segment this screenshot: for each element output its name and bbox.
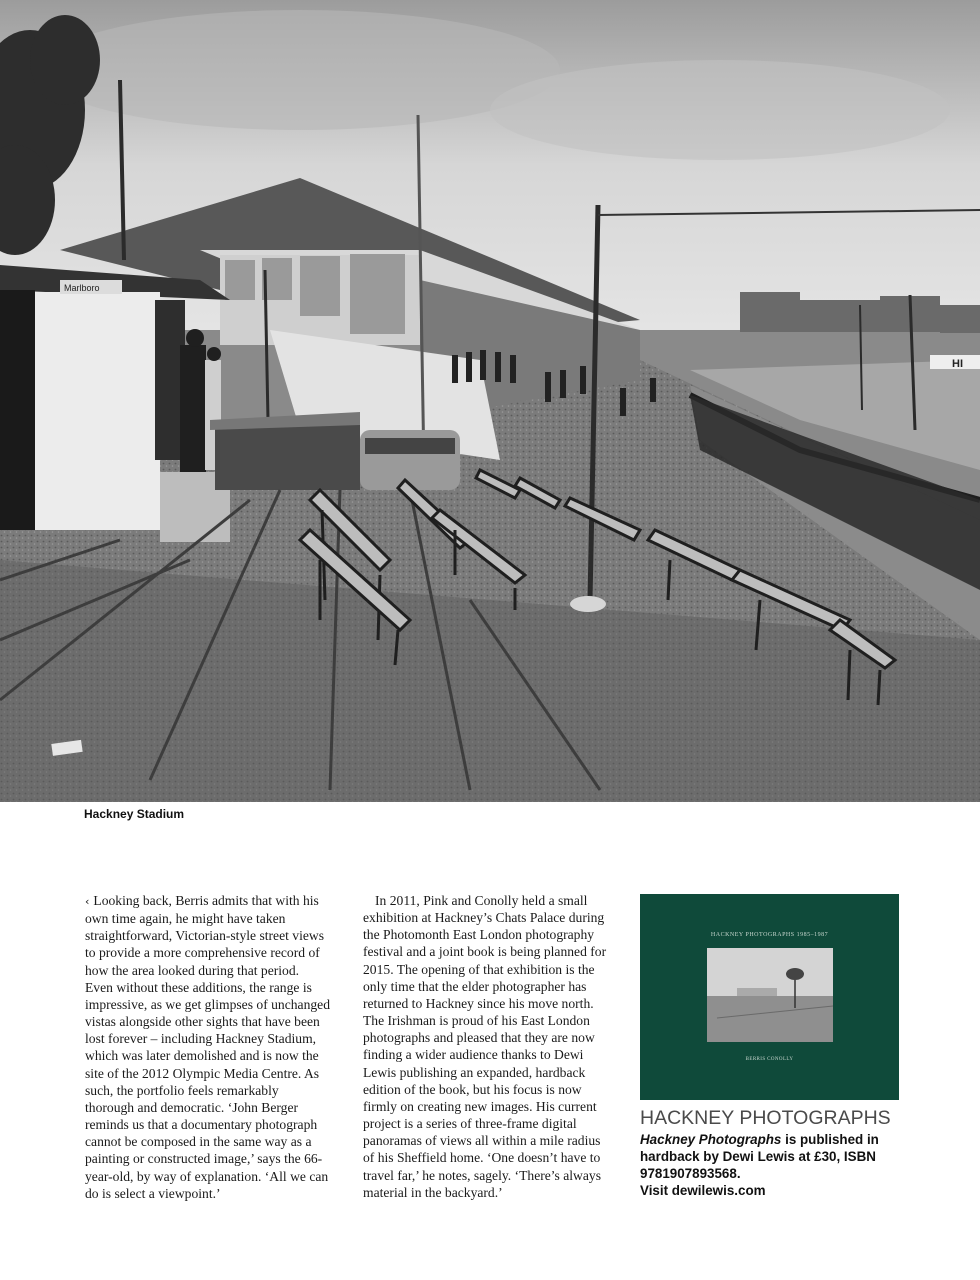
- chevron-left-icon: ‹: [85, 895, 90, 908]
- cover-title: HACKNEY PHOTOGRAPHS 1985–1987: [710, 932, 829, 938]
- article-paragraph: [363, 892, 608, 1201]
- article-paragraph: [85, 892, 330, 1202]
- cover-photo: [707, 948, 833, 1042]
- stand-sign: HI: [952, 358, 963, 370]
- cover-author: BERRIS CONOLLY: [745, 1057, 794, 1062]
- publisher-website-link[interactable]: Visit dewilewis.com: [640, 1183, 766, 1198]
- hut: [215, 420, 360, 490]
- book-title: Hackney Photographs: [640, 1132, 782, 1147]
- column-2-text: In 2011, Pink and Conolly held a small exhibition at Hackney’s Chats Palace during the Photomonth East London photography festival and a joint book is being planned for 2015. The opening of that exhibition is the only time that the elder photographer has returned to Hackney since his move north. The Irishman is proud of his East London photographs and pleased that they are now finding a wider audience thanks to Dewi Lewis publishing an expanded, hardback edition of the book, but his focus is now firmly on creating new images. His current project is a series of three-frame digital panoramas of views all within a mile radius of his Sheffield home. ‘One doesn’t have to travel far,’ he notes, sagely. ‘There’s always material in the backyard.’: [363, 893, 607, 1200]
- column-1-text: Looking back, Berris admits that with his own time again, he might have taken straightforward, Victorian-style street views to provide a more comprehensive record of how the area looked during that period. Even without these additions, the range is impressive, as we get glimpses of unchanged vistas alongside other sights that have been lost forever – including Hackney Stadium, which was later demolished and is now the site of the 2012 Olympic Media Centre. As such, the portfolio feels remarkably thorough and democratic. ‘John Berger reminds us that a documentary photograph cannot be composed in the same way as a painting or constructed image,’ says the 66-year-old, by way of explanation. ‘All we can do is select a viewpoint.’: [85, 893, 331, 1201]
- shed-sign: Marlboro: [64, 283, 100, 293]
- photo-caption: Hackney Stadium: [84, 807, 185, 821]
- book-info: [640, 1131, 890, 1199]
- book-publication-details: is published in hardback by Dewi Lewis at £30, ISBN 9781907893568.: [640, 1132, 879, 1181]
- article-column-2: [363, 892, 608, 1201]
- article-column-1: [85, 892, 330, 1202]
- book-heading: HACKNEY PHOTOGRAPHS: [640, 1107, 891, 1129]
- book-cover: [640, 894, 899, 1100]
- cover-landscape: [707, 948, 833, 1042]
